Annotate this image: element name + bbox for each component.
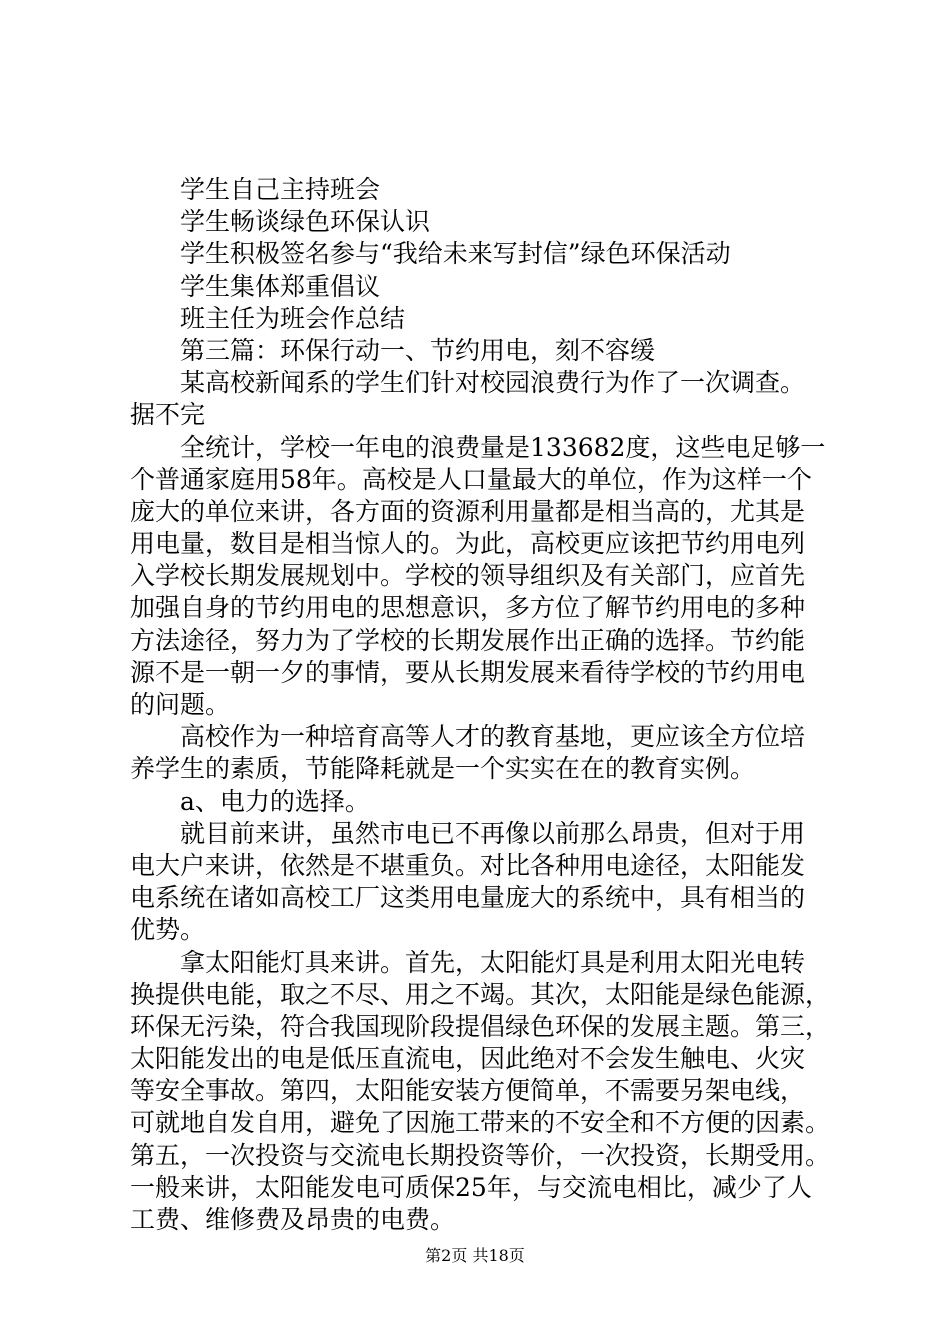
text-line: 太阳能发出的电是低压直流电，因此绝对不会发生触电、火灾 <box>130 1044 806 1074</box>
text-line: 加强自身的节约用电的思想意识，多方位了解节约用电的多种 <box>130 593 806 623</box>
text-line: 据不完 <box>130 400 206 430</box>
text-line: 用电量，数目是相当惊人的。为此，高校更应该把节约用电列 <box>130 529 806 559</box>
text-line: 工费、维修费及昂贵的电费。 <box>130 1205 456 1234</box>
text-line: 庞大的单位来讲，各方面的资源利用量都是相当高的，尤其是 <box>130 496 806 526</box>
text-line: 第三篇：环保行动一、节约用电，刻不容缓 <box>180 335 656 365</box>
document-body <box>130 174 840 1236</box>
page-footer <box>0 1243 950 1266</box>
text-line: 方法途径，努力为了学校的长期发展作出正确的选择。节约能 <box>130 625 806 655</box>
text-line: 个普通家庭用58年。高校是人口量最大的单位，作为这样一个 <box>130 464 812 494</box>
text-line: 电大户来讲，依然是不堪重负。对比各种用电途径，太阳能发 <box>130 850 806 880</box>
text-line: 就目前来讲，虽然市电已不再像以前那么昂贵，但对于用 <box>180 818 806 848</box>
text-line: 等安全事故。第四，太阳能安装方便简单，不需要另架电线， <box>130 1076 806 1106</box>
text-line: 全统计，学校一年电的浪费量是133682度，这些电足够一 <box>180 432 826 462</box>
text-line: 优势。 <box>130 915 206 945</box>
text-line: 入学校长期发展规划中。学校的领导组织及有关部门，应首先 <box>130 561 806 591</box>
text-line: 一般来讲，太阳能发电可质保25年，与交流电相比，减少了人 <box>130 1172 812 1202</box>
text-line: 学生集体郑重倡议 <box>180 271 381 301</box>
text-line: 学生畅谈绿色环保认识 <box>180 207 431 237</box>
text-line: 可就地自发自用，避免了因施工带来的不安全和不方便的因素。 <box>130 1108 831 1138</box>
text-line: 的问题。 <box>130 690 231 719</box>
text-line: 换提供电能，取之不尽、用之不竭。其次，太阳能是绿色能源， <box>130 979 831 1009</box>
text-line: 某高校新闻系的学生们针对校园浪费行为作了一次调查。 <box>180 368 806 398</box>
text-line: a、电力的选择。 <box>180 786 370 816</box>
text-line: 第五，一次投资与交流电长期投资等价，一次投资，长期受用。 <box>130 1140 831 1170</box>
text-line: 电系统在诸如高校工厂这类用电量庞大的系统中，具有相当的 <box>130 883 806 913</box>
text-line: 学生积极签名参与“我给未来写封信”绿色环保活动 <box>180 239 731 269</box>
text-line: 学生自己主持班会 <box>180 175 381 204</box>
text-line: 班主任为班会作总结 <box>180 303 406 333</box>
text-line: 源不是一朝一夕的事情，要从长期发展来看待学校的节约用电 <box>130 657 806 687</box>
text-line: 高校作为一种培育高等人才的教育基地，更应该全方位培 <box>180 722 806 752</box>
text-line: 养学生的素质，节能降耗就是一个实实在在的教育实例。 <box>130 754 756 784</box>
page-number-label: 第2页 共18页 <box>425 1246 525 1265</box>
text-line: 拿太阳能灯具来讲。首先，太阳能灯具是利用太阳光电转 <box>180 947 806 977</box>
text-line: 环保无污染，符合我国现阶段提倡绿色环保的发展主题。第三， <box>130 1011 831 1041</box>
